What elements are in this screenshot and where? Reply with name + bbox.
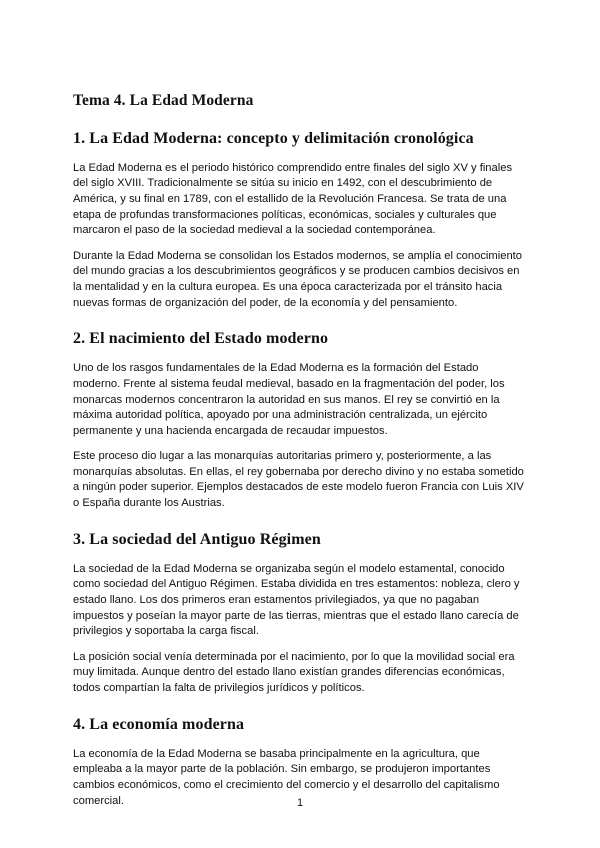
section-economia — [73, 715, 528, 810]
paragraph: Durante la Edad Moderna se consolidan los Estados modernos, se amplía el conocimiento del mundo gracias a los descubrimientos geográficos y se producen cambios decisivos en la mentalidad y en la cultura europea. Es una época caracterizada por el tránsito hacia nuevas formas de organización del poder, de la economía y del pensamiento. — [73, 249, 522, 309]
page-number: 1 — [296, 797, 304, 809]
section-heading: 1. La Edad Moderna: concepto y delimitación cronológica — [73, 129, 474, 147]
paragraph: La Edad Moderna es el periodo histórico comprendido entre finales del siglo XV y finales del siglo XVIII. Tradicionalmente se sitúa su inicio en 1492, con el descubrimiento de América, y su final en 1789, con el estallido de la Revolución Francesa. Se trata de una etapa de profundas transformaciones políticas, económicas, sociales y culturales que marcaron el paso de la sociedad medieval a la sociedad contemporánea. — [73, 161, 513, 237]
paragraph: La economía de la Edad Moderna se basaba principalmente en la agricultura, que empleaba a la mayor parte de la población. Sin embargo, se produjeron importantes cambios económicos, como el crecimiento del comercio y el desarrollo del capitalismo comercial. — [73, 747, 500, 807]
section-estado-moderno — [73, 329, 528, 512]
section-heading: 3. La sociedad del Antiguo Régimen — [73, 530, 321, 548]
paragraph: Este proceso dio lugar a las monarquías autoritarias primero y, posteriormente, a las monarquías absolutas. En ellas, el rey gobernaba por derecho divino y no estaba sometido a ningún poder superior. Ejemplos destacados de este modelo fueron Francia con Luis XIV o España durante los Austrias. — [73, 450, 524, 510]
section-heading: 2. El nacimiento del Estado moderno — [73, 330, 329, 348]
section-concepto — [73, 129, 528, 312]
section-sociedad — [73, 530, 528, 697]
document-title: Tema 4. La Edad Moderna — [73, 92, 254, 109]
page-content — [73, 92, 528, 819]
section-heading: 4. La economía moderna — [73, 715, 245, 733]
paragraph: Uno de los rasgos fundamentales de la Edad Moderna es la formación del Estado moderno. Frente al sistema feudal medieval, basado en la fragmentación del poder, los monarcas modernos concentraron la autoridad en sus manos. El rey se convirtió en la máxima autoridad política, apoyado por una administración centralizada, un ejército permanente y una hacienda encargada de recaudar impuestos. — [73, 362, 505, 437]
paragraph: La sociedad de la Edad Moderna se organizaba según el modelo estamental, conocido como sociedad del Antiguo Régimen. Estaba dividida en tres estamentos: nobleza, clero y estado llano. Los dos primeros eran estamentos privilegiados, ya que no pagaban impuestos y poseían la mayor parte de las tierras, mientras que el estado llano carecía de privilegios y soportaba la carga fiscal. — [73, 562, 520, 638]
paragraph: La posición social venía determinada por el nacimiento, por lo que la movilidad social era muy limitada. Aunque dentro del estado llano existían grandes diferencias económicas, todos compartían la falta de privilegios jurídicos y políticos. — [73, 650, 515, 694]
